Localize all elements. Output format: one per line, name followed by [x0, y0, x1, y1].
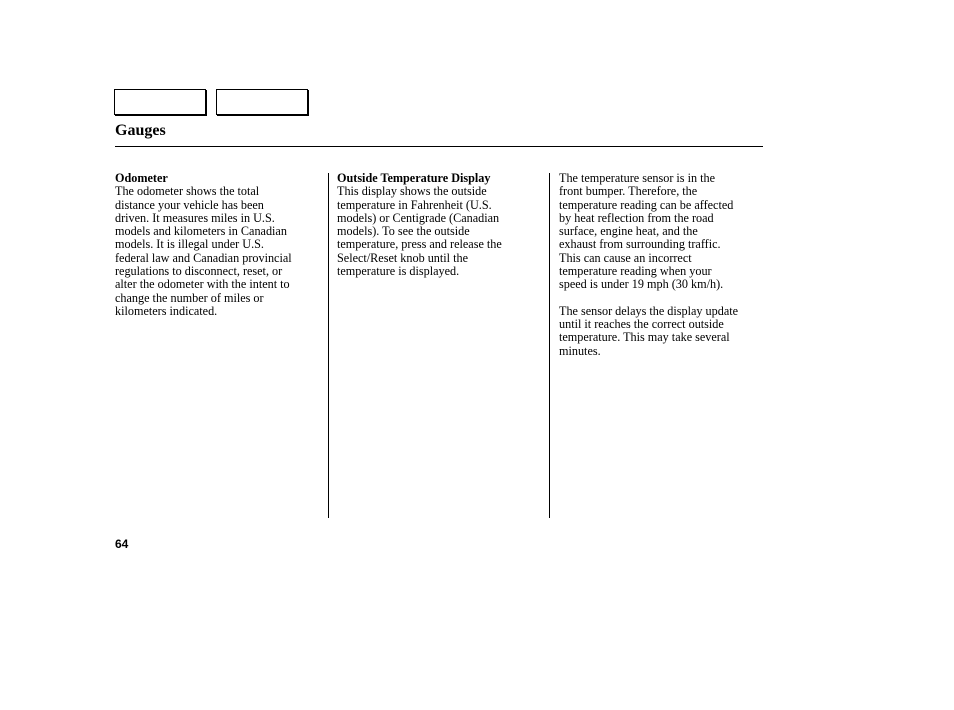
column-divider-1	[328, 173, 329, 518]
nav-button-2[interactable]	[216, 89, 308, 115]
outside-temperature-text: This display shows the outside temperature in Fahrenheit (U.S. models) or Centigrade (Canadian models). To see the outside temperature, press and release the Select/Reset knob until the temperature is displayed.	[337, 184, 502, 279]
column-divider-2	[549, 173, 550, 518]
odometer-text: The odometer shows the total distance your vehicle has been driven. It measures miles in U.S. models and kilometers in Canadian models. It is illegal under U.S. federal law and Canadian provincial regulations to disconnect, reset, or alter the odometer with the intent to change the number of miles or kilometers indicated.	[115, 184, 292, 318]
column-odometer	[115, 172, 320, 318]
column-outside-temperature	[337, 172, 542, 278]
page-number: 64	[115, 537, 129, 551]
temperature-sensor-text: The temperature sensor is in the front bumper. Therefore, the temperature reading can be affected by heat reflection from the road surface, engine heat, and the exhaust from surrounding traffic. This can cause an incorrect temperature reading when your speed is under 19 mph (30 km/h).	[559, 171, 734, 292]
odometer-heading: Odometer	[115, 171, 168, 185]
column-temperature-sensor	[559, 172, 764, 358]
sensor-delay-text: The sensor delays the display update until it reaches the correct outside temperature. This may take several minutes.	[559, 303, 739, 358]
nav-button-1[interactable]	[114, 89, 206, 115]
section-title: Gauges	[115, 122, 166, 139]
outside-temperature-heading: Outside Temperature Display	[337, 171, 491, 185]
title-divider	[115, 146, 763, 147]
